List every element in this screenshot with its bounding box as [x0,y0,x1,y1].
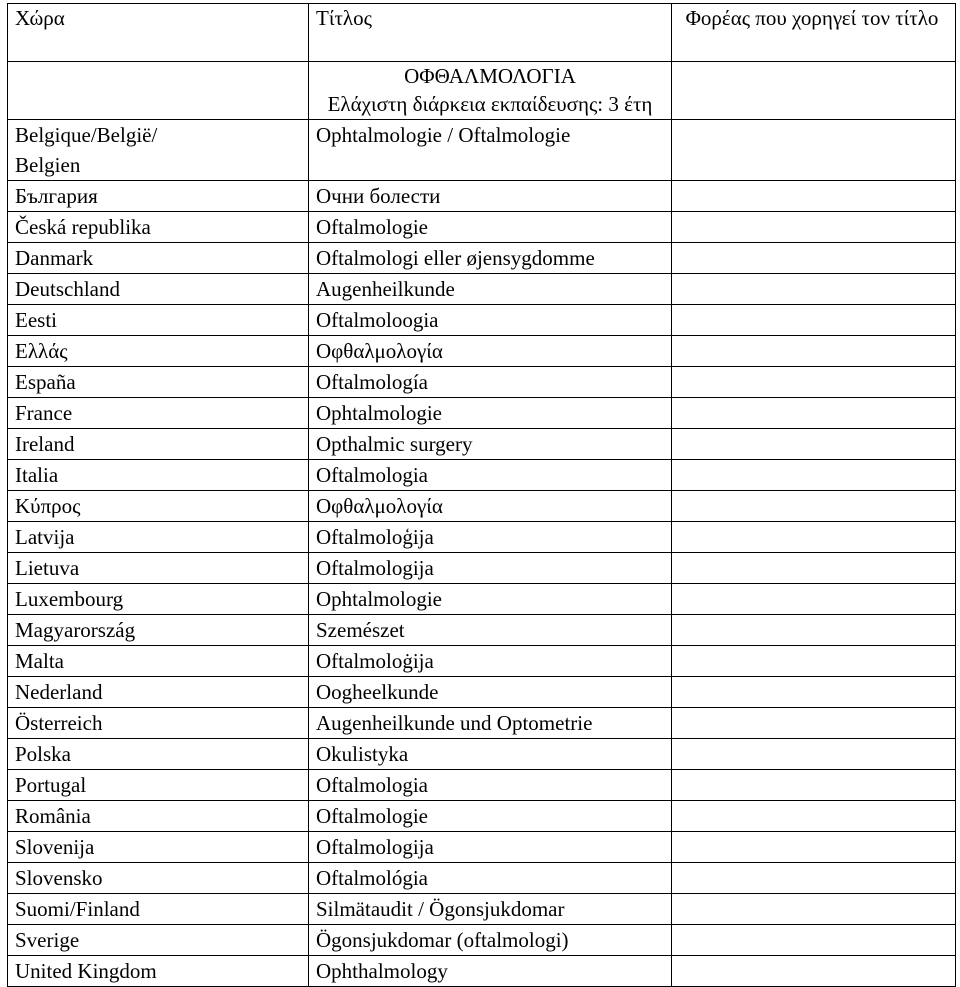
table-row [8,460,956,491]
title-cell: Oftalmologie [309,801,672,832]
awarding-body-cell [672,460,956,491]
awarding-body-cell [672,956,956,987]
awarding-body-cell [672,367,956,398]
country-cell: Malta [8,646,309,677]
section-heading [309,62,672,120]
country-cell: Česká republika [8,212,309,243]
table-row [8,491,956,522]
country-cell: Italia [8,460,309,491]
awarding-body-cell [672,181,956,212]
title-cell: Oftalmologi eller øjensygdomme [309,243,672,274]
awarding-body-cell [672,801,956,832]
table-row [8,925,956,956]
awarding-body-cell [672,305,956,336]
country-cell: Eesti [8,305,309,336]
title-cell: Oftalmología [309,367,672,398]
section-row [8,62,956,120]
table-row [8,956,956,987]
section-empty-country [8,62,309,120]
table-row [8,894,956,925]
awarding-body-cell [672,212,956,243]
table-row [8,429,956,460]
table-row [8,615,956,646]
country-cell: Deutschland [8,274,309,305]
title-cell: Oftalmoloġija [309,646,672,677]
table-row [8,367,956,398]
country-cell: Latvija [8,522,309,553]
title-cell: Ophthalmology [309,956,672,987]
country-cell: България [8,181,309,212]
country-cell: Slovensko [8,863,309,894]
header-country: Χώρα [8,4,309,62]
table-row [8,336,956,367]
title-cell: Oftalmologija [309,553,672,584]
awarding-body-cell [672,120,956,181]
title-cell: Augenheilkunde und Optometrie [309,708,672,739]
country-cell: Slovenija [8,832,309,863]
awarding-body-cell [672,584,956,615]
country-cell: Κύπρος [8,491,309,522]
awarding-body-cell [672,708,956,739]
awarding-body-cell [672,646,956,677]
title-cell: Οφθαλμολογία [309,491,672,522]
header-title: Τίτλος [309,4,672,62]
title-cell: Οφθαλμολογία [309,336,672,367]
table-row [8,120,956,181]
table-row [8,181,956,212]
awarding-body-cell [672,429,956,460]
country-cell: Polska [8,739,309,770]
country-cell: Portugal [8,770,309,801]
country-cell: Österreich [8,708,309,739]
title-cell: Ögonsjukdomar (oftalmologi) [309,925,672,956]
table-row [8,522,956,553]
title-cell: Oftalmologija [309,832,672,863]
table-row [8,243,956,274]
table-row [8,863,956,894]
awarding-body-cell [672,863,956,894]
title-cell: Oogheelkunde [309,677,672,708]
title-cell: Oftalmologia [309,770,672,801]
table-row [8,274,956,305]
awarding-body-cell [672,553,956,584]
country-cell: România [8,801,309,832]
awarding-body-cell [672,274,956,305]
title-cell: Oftalmoloģija [309,522,672,553]
ophthalmology-table [7,3,956,987]
country-cell: Ελλάς [8,336,309,367]
awarding-body-cell [672,398,956,429]
title-cell: Opthalmic surgery [309,429,672,460]
header-awarding-body-text: Φορέας που χορηγεί τον τίτλο [685,6,939,30]
awarding-body-cell [672,832,956,863]
table-row [8,553,956,584]
country-cell: United Kingdom [8,956,309,987]
section-name: ΟΦΘΑΛΜΟΛΟΓΙΑ [404,64,576,88]
title-cell: Oftalmologie [309,212,672,243]
title-cell: Ophtalmologie [309,584,672,615]
country-cell: Belgique/België/ Belgien [8,120,309,181]
country-cell: Danmark [8,243,309,274]
country-cell: Lietuva [8,553,309,584]
awarding-body-cell [672,336,956,367]
section-duration: Ελάχιστη διάρκεια εκπαίδευσης: 3 έτη [327,92,653,116]
table-row [8,801,956,832]
section-empty-body [672,62,956,120]
table-row [8,646,956,677]
title-cell: Oftalmologia [309,460,672,491]
awarding-body-cell [672,615,956,646]
title-cell: Augenheilkunde [309,274,672,305]
country-cell: Luxembourg [8,584,309,615]
table-row [8,584,956,615]
title-cell: Oftalmoloogia [309,305,672,336]
country-cell: France [8,398,309,429]
awarding-body-cell [672,522,956,553]
title-cell: Szemészet [309,615,672,646]
awarding-body-cell [672,770,956,801]
table-row [8,305,956,336]
title-cell: Очни болести [309,181,672,212]
country-cell: Suomi/Finland [8,894,309,925]
table-row [8,770,956,801]
header-awarding-body [672,4,956,62]
table-row [8,677,956,708]
country-cell: Sverige [8,925,309,956]
country-cell: Ireland [8,429,309,460]
awarding-body-cell [672,677,956,708]
country-cell: España [8,367,309,398]
title-cell: Ophtalmologie / Oftalmologie [309,120,672,181]
table-row [8,212,956,243]
awarding-body-cell [672,739,956,770]
table-row [8,739,956,770]
title-cell: Oftalmológia [309,863,672,894]
country-cell: Magyarország [8,615,309,646]
awarding-body-cell [672,243,956,274]
awarding-body-cell [672,894,956,925]
country-cell: Nederland [8,677,309,708]
table-row [8,708,956,739]
title-cell: Ophtalmologie [309,398,672,429]
table-row [8,398,956,429]
table-row [8,832,956,863]
header-row [8,4,956,62]
title-cell: Okulistyka [309,739,672,770]
title-cell: Silmätaudit / Ögonsjukdomar [309,894,672,925]
awarding-body-cell [672,491,956,522]
awarding-body-cell [672,925,956,956]
